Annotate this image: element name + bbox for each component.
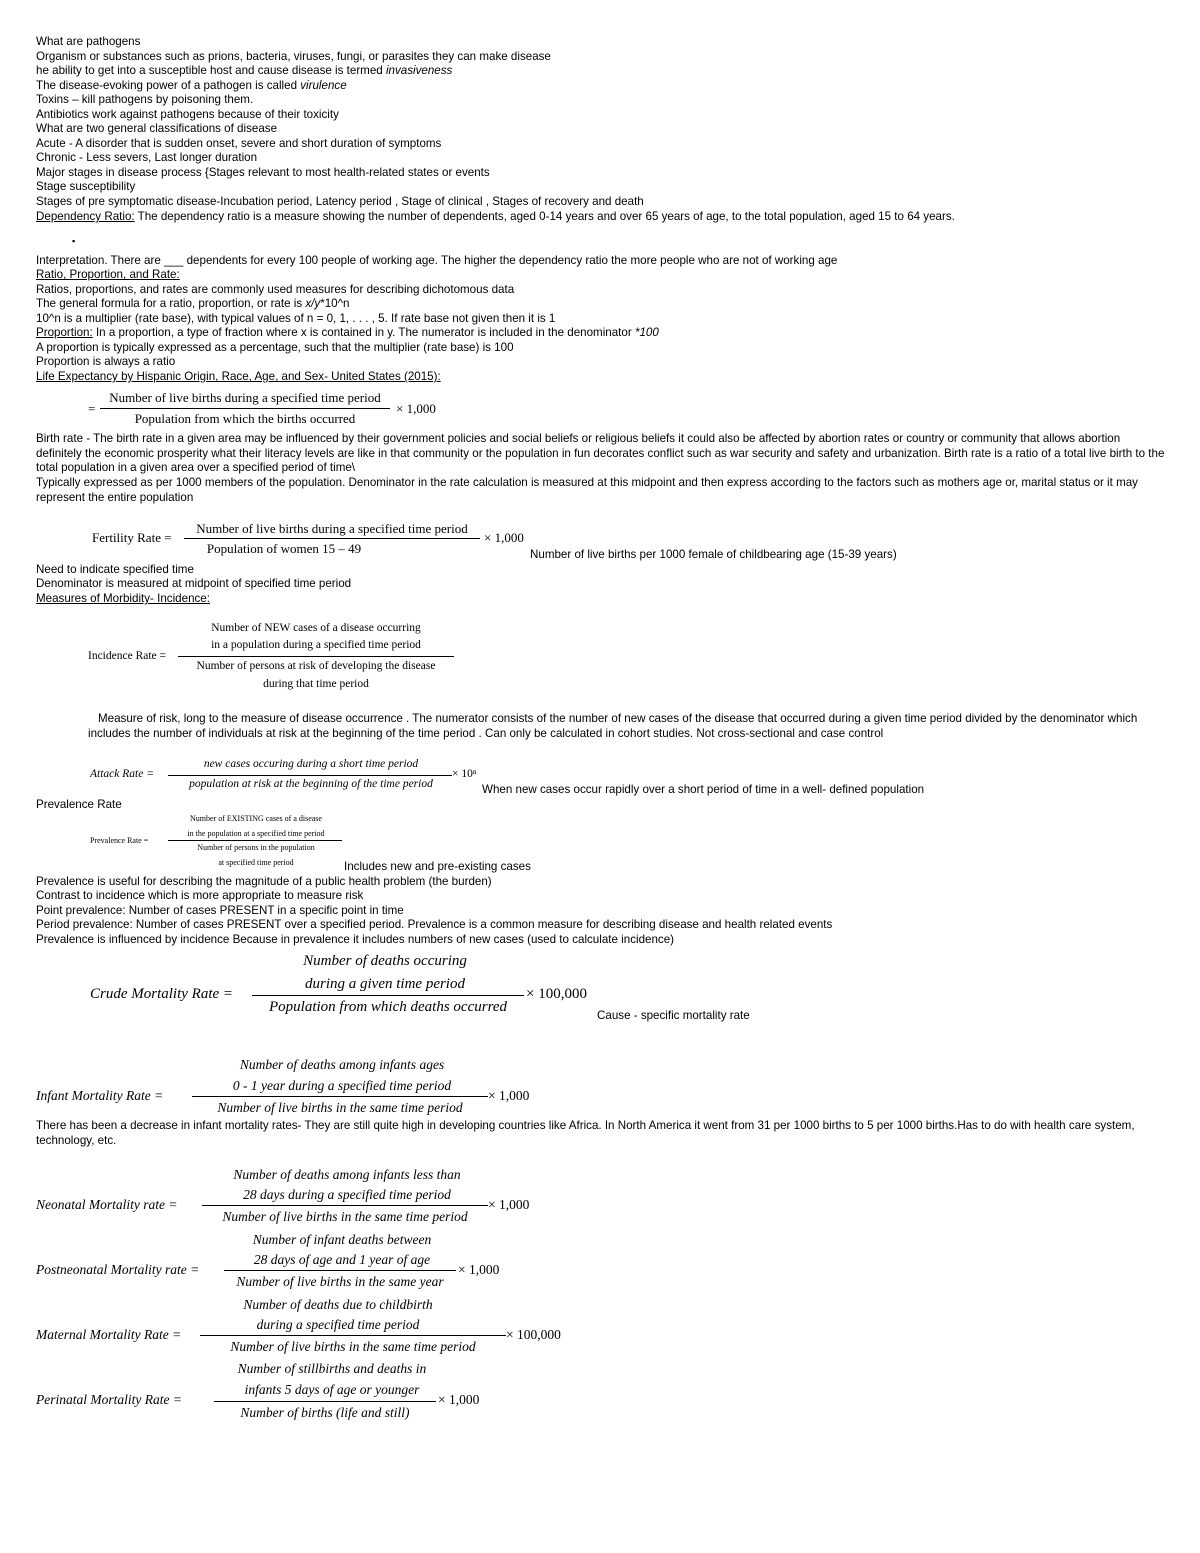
formula-denominator: population at risk at the beginning of the time period — [189, 778, 433, 790]
formula-denominator: Number of live births in the same time period — [217, 1100, 463, 1115]
text-line: Contrast to incidence which is more appropriate to measure risk — [36, 889, 364, 902]
formula-denominator: Number of live births in the same time period — [230, 1339, 476, 1354]
text-line: Point prevalence: Number of cases PRESENT in a specific point in time — [36, 904, 404, 917]
formula-lhs: = — [88, 401, 96, 416]
text-line — [36, 64, 452, 79]
formula-lhs: Incidence Rate = — [88, 650, 167, 662]
fraction-bar — [224, 1270, 456, 1271]
bullet-mark: ▪ — [72, 236, 76, 246]
formula-numerator: during a given time period — [305, 976, 465, 992]
formula-denominator: Number of persons at risk of developing the disease — [196, 660, 436, 672]
fraction-bar — [202, 1205, 488, 1206]
formula-multiplier: × 1,000 — [484, 530, 524, 545]
formula-numerator: 28 days of age and 1 year of age — [253, 1252, 431, 1267]
fertility-rate-formula — [92, 520, 532, 558]
text-line: A proportion is typically expressed as a percentage, such that the multiplier (rate base) is 100 — [36, 341, 514, 354]
formula-multiplier: × 10ⁿ — [452, 768, 477, 780]
formula-lhs: Postneonatal Mortality rate = — [36, 1262, 200, 1277]
text-span: In a proportion, a type of fraction where x is contained in y. The numerator is included in the denominator — [92, 326, 635, 339]
text-line: Period prevalence: Number of cases PRESENT over a specified period. Prevalence is a common measure for describing disease and health related events — [36, 918, 833, 931]
text-line: Denominator is measured at midpoint of specified time period — [36, 577, 352, 590]
neonatal-mortality-formula — [36, 1166, 556, 1228]
formula-multiplier: × 100,000 — [526, 986, 587, 1002]
formula-denominator: Population from which the births occurred — [134, 411, 356, 426]
formula-numerator: Number of EXISTING cases of a disease — [190, 814, 322, 823]
term-virulence: virulence — [300, 79, 347, 92]
formula-denominator: Number of live births in the same time period — [222, 1209, 468, 1224]
text-line: What are two general classifications of disease — [36, 122, 278, 135]
text-line: Organism or substances such as prions, bacteria, viruses, fungi, or parasites they can make disease — [36, 50, 551, 63]
text-line: Ratios, proportions, and rates are commonly used measures for describing dichotomous data — [36, 283, 515, 296]
formula-lhs: Prevalence Rate = — [90, 836, 149, 845]
text-line: Antibiotics work against pathogens because of their toxicity — [36, 108, 339, 121]
fraction-bar — [168, 775, 452, 776]
formula-lhs: Perinatal Mortality Rate = — [36, 1392, 182, 1407]
text-line: Stages of pre symptomatic disease-Incubation period, Latency period , Stage of clinical , Stages of recovery and death — [36, 195, 644, 208]
birth-rate-formula — [88, 389, 448, 429]
text-span: he ability to get into a susceptible host and cause disease is termed — [36, 64, 386, 77]
text-line — [36, 79, 347, 94]
text-line: Prevalence is useful for describing the magnitude of a public health problem (the burden) — [36, 875, 492, 888]
formula-numerator: Number of deaths among infants less than — [233, 1167, 461, 1182]
text-line: Proportion is always a ratio — [36, 355, 176, 368]
formula-lhs: Neonatal Mortality rate = — [36, 1197, 178, 1212]
formula-numerator: Number of deaths among infants ages — [239, 1057, 445, 1072]
text-span: The general formula for a ratio, proportion, or rate is — [36, 297, 306, 310]
formula-numerator: infants 5 days of age or younger — [244, 1382, 420, 1397]
fraction-bar — [178, 656, 454, 657]
formula-numerator: Number of deaths due to childbirth — [243, 1297, 433, 1312]
paragraph-birth-rate: Birth rate - The birth rate in a given area may be influenced by their government policies and social beliefs or religious beliefs it could also be affected by abortion rates or country or community that allows abortion definitely the economic prosperity what their literacy levels are like in that community or the population in fun decorates conflict such as war security and safety and urbanization. Birth rate is a ratio of a total live birth to the total population in a given area over a specified period of time\ — [36, 432, 1165, 474]
heading-prevalence-rate: Prevalence Rate — [36, 798, 122, 811]
formula-numerator: during a specified time period — [256, 1317, 420, 1332]
text-line: Chronic - Less severs, Last longer duration — [36, 151, 258, 164]
fraction-bar — [168, 840, 342, 841]
formula-denominator: Population of women 15 – 49 — [206, 541, 362, 556]
heading-measures-morbidity: Measures of Morbidity- Incidence: — [36, 592, 210, 605]
formula-denominator: at specified time period — [218, 858, 294, 867]
formula-numerator: 28 days during a specified time period — [243, 1187, 451, 1202]
formula-denominator: Population from which deaths occurred — [268, 999, 508, 1015]
formula-denominator: during that time period — [263, 678, 369, 690]
paragraph-measure-of-risk: Measure of risk, long to the measure of disease occurrence . The numerator consists of the number of new cases of the disease that occurred during a given time period divided by the denominator which includes the number of individuals at risk at the beginning of the time period . Can only be calculated in cohort studies. Not cross-sectional and case control — [88, 712, 1138, 740]
attack-note: When new cases occur rapidly over a short period of time in a well- defined population — [482, 783, 925, 796]
prevalence-note: Includes new and pre-existing cases — [344, 860, 531, 873]
text-line: 10^n is a multiplier (rate base), with typical values of n = 0, 1, . . . , 5. If rate base not given then it is 1 — [36, 312, 556, 325]
fraction-bar — [200, 1335, 506, 1336]
heading-pathogens: What are pathogens — [36, 35, 141, 48]
formula-multiplier: × 1,000 — [396, 401, 436, 416]
formula-numerator: Number of live births during a specified time period — [109, 390, 381, 405]
fraction-bar — [100, 408, 390, 409]
formula-multiplier: × 1,000 — [488, 1197, 530, 1212]
formula-lhs: Infant Mortality Rate = — [36, 1088, 164, 1103]
heading-dependency-ratio: Dependency Ratio: — [36, 210, 135, 223]
text-line — [36, 326, 659, 341]
fraction-bar — [192, 1096, 488, 1097]
text-line — [36, 210, 955, 225]
formula-multiplier: × 1,000 — [458, 1262, 500, 1277]
formula-denominator: Number of persons in the population — [197, 843, 315, 852]
text-line: Interpretation. There are ___ dependents for every 100 people of working age. The higher the dependency ratio the more people who are not of working age — [36, 254, 838, 267]
formula-numerator: Number of live births during a specified time period — [196, 521, 468, 536]
paragraph-typically-expressed: Typically expressed as per 1000 members of the population. Denominator in the rate calculation is measured at this midpoint and then express according to the factors such as mothers age or, marital status or it may represent the entire population — [36, 476, 1138, 504]
formula-multiplier: × 1,000 — [488, 1088, 530, 1103]
formula-denominator: Number of births (life and still) — [240, 1405, 410, 1420]
crude-mortality-formula — [90, 952, 610, 1022]
text-line — [36, 297, 350, 312]
fertility-note: Number of live births per 1000 female of childbearing age (15-39 years) — [530, 548, 897, 561]
formula-numerator: Number of stillbirths and deaths in — [237, 1361, 427, 1376]
text-line: Need to indicate specified time — [36, 563, 194, 576]
formula-multiplier: × 1,000 — [438, 1392, 480, 1407]
maternal-mortality-formula — [36, 1296, 561, 1358]
crude-note: Cause - specific mortality rate — [597, 1009, 750, 1022]
formula-multiplier: × 100,000 — [506, 1327, 561, 1342]
postneonatal-mortality-formula — [36, 1231, 556, 1293]
term-invasiveness: invasiveness — [385, 64, 453, 77]
paragraph-infant-decrease: There has been a decrease in infant mortality rates- They are still quite high in developing countries like Africa. In North America it went from 31 per 1000 births to 5 per 1000 births.Has to do with health care system, technology, etc. — [36, 1119, 1135, 1147]
attack-rate-formula — [90, 758, 490, 796]
formula-numerator: Number of NEW cases of a disease occurring — [211, 622, 421, 634]
text-span: The disease-evoking power of a pathogen is called — [36, 79, 301, 92]
fraction-bar — [184, 538, 480, 539]
formula-lhs: Maternal Mortality Rate = — [36, 1327, 182, 1342]
text-span: *100 — [634, 326, 659, 339]
formula-numerator: in a population during a specified time period — [211, 639, 421, 651]
formula-lhs: Crude Mortality Rate = — [90, 986, 234, 1002]
prevalence-rate-formula — [90, 814, 350, 870]
formula-lhs: Fertility Rate = — [92, 530, 172, 545]
text-line: Toxins – kill pathogens by poisoning them. — [36, 93, 254, 106]
perinatal-mortality-formula — [36, 1360, 556, 1424]
formula-numerator: new cases occuring during a short time period — [203, 758, 419, 770]
text-line: Acute - A disorder that is sudden onset, severe and short duration of symptoms — [36, 137, 442, 150]
formula-numerator: in the population at a specified time period — [187, 829, 325, 838]
heading-life-expectancy: Life Expectancy by Hispanic Origin, Race, Age, and Sex- United States (2015): — [36, 370, 441, 383]
text-span: *10^n — [320, 297, 350, 310]
formula-lhs: Attack Rate = — [90, 768, 154, 780]
text-line: Prevalence is influenced by incidence Because in prevalence it includes numbers of new cases (used to calculate incidence) — [36, 933, 675, 946]
fraction-bar — [214, 1401, 436, 1402]
text-span: The dependency ratio is a measure showing the number of dependents, aged 0-14 years and over 65 years of age, to the total population, aged 15 to 64 years. — [134, 210, 955, 223]
text-span: x/y — [305, 297, 321, 310]
heading-proportion: Proportion: — [36, 326, 93, 339]
text-line: Stage susceptibility — [36, 180, 136, 193]
incidence-rate-formula — [88, 622, 468, 694]
text-line: Major stages in disease process {Stages relevant to most health-related states or events — [36, 166, 490, 179]
formula-numerator: 0 - 1 year during a specified time period — [232, 1078, 452, 1093]
infant-mortality-formula — [36, 1056, 556, 1118]
formula-numerator: Number of infant deaths between — [252, 1232, 432, 1247]
formula-denominator: Number of live births in the same year — [236, 1274, 444, 1289]
formula-numerator: Number of deaths occuring — [303, 953, 467, 969]
fraction-bar — [252, 995, 524, 996]
heading-ratio-proportion-rate: Ratio, Proportion, and Rate: — [36, 268, 180, 281]
